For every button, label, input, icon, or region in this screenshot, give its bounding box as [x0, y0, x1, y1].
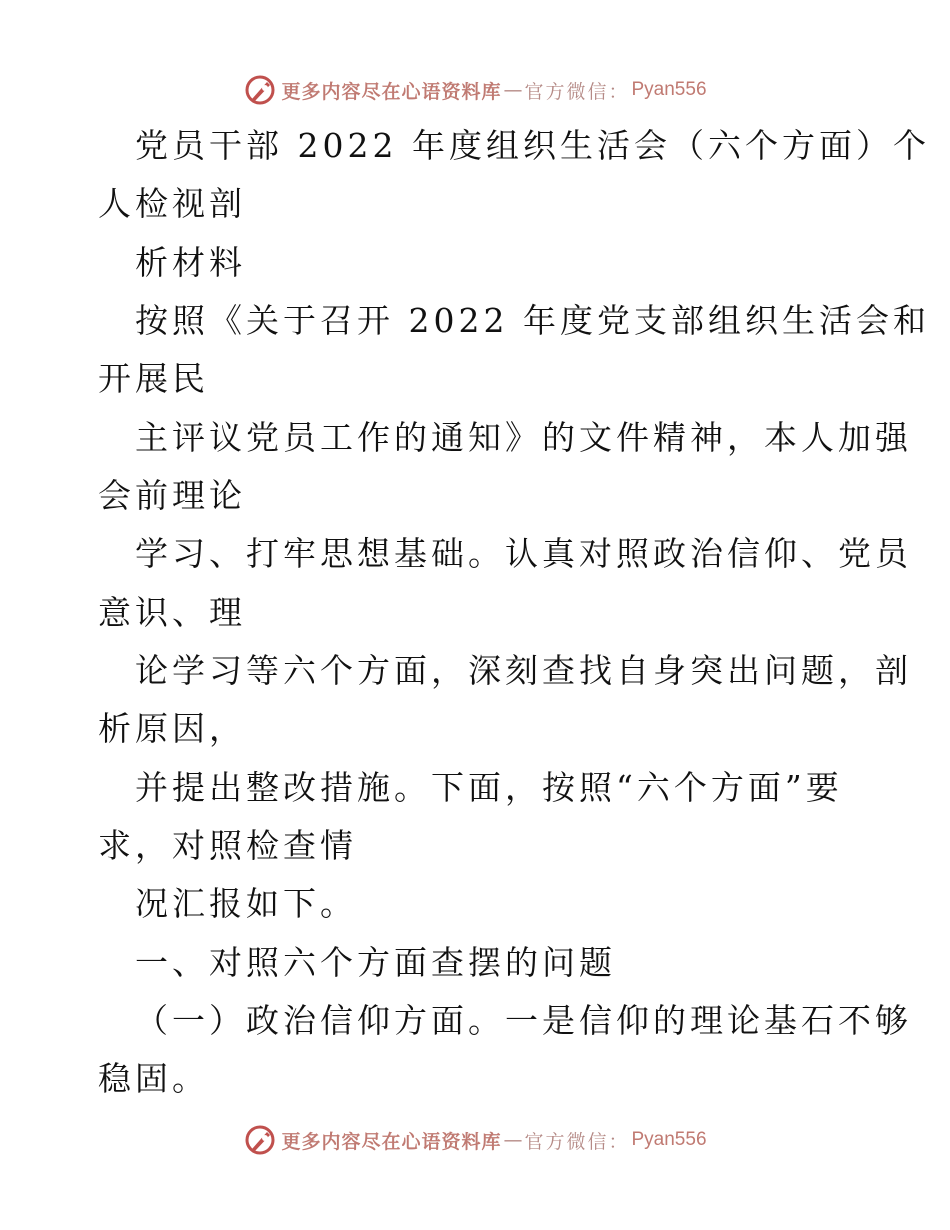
- header-dash: —: [503, 79, 523, 101]
- footer-dash: —: [503, 1129, 523, 1151]
- doc-line-12: 并提出整改措施。下面，按照“六个方面”要: [135, 768, 843, 807]
- doc-line-8: 学习、打牢思想基础。认真对照政治信仰、党员: [135, 534, 912, 573]
- doc-line-2: 人检视剖: [98, 184, 246, 223]
- subsection-heading: （一）政治信仰方面。一是信仰的理论基石不够: [135, 1001, 912, 1040]
- doc-line-6: 主评议党员工作的通知》的文件精神，本人加强: [135, 418, 912, 457]
- doc-line-1: 党员干部 2022 年度组织生活会（六个方面）个: [135, 126, 930, 165]
- header-watermark: [0, 70, 950, 110]
- doc-line-17: 稳固。: [98, 1059, 209, 1098]
- doc-line-4: 按照《关于召开 2022 年度党支部组织生活会和: [135, 301, 930, 340]
- doc-line-3: 析材料: [135, 243, 246, 282]
- header-brand: 更多内容尽在心语资料库: [281, 80, 502, 103]
- footer-watermark: [0, 1120, 950, 1160]
- pen-logo-icon: [243, 1123, 277, 1157]
- doc-line-7: 会前理论: [98, 476, 246, 515]
- footer-official-label: 官方微信：: [524, 1130, 630, 1153]
- doc-line-11: 析原因，: [98, 709, 246, 748]
- footer-brand: 更多内容尽在心语资料库: [281, 1130, 502, 1153]
- header-official-label: 官方微信：: [524, 80, 630, 103]
- doc-line-10: 论学习等六个方面，深刻查找自身突出问题，剖: [135, 651, 912, 690]
- doc-line-9: 意识、理: [98, 593, 246, 632]
- doc-line-13: 求，对照检查情: [98, 826, 357, 865]
- header-wechat-id: Pyan556: [631, 79, 707, 100]
- doc-line-14: 况汇报如下。: [135, 884, 357, 923]
- pen-logo-icon: [243, 73, 277, 107]
- doc-line-5: 开展民: [98, 359, 209, 398]
- section-heading: 一、对照六个方面查摆的问题: [135, 943, 616, 982]
- footer-wechat-id: Pyan556: [631, 1129, 707, 1150]
